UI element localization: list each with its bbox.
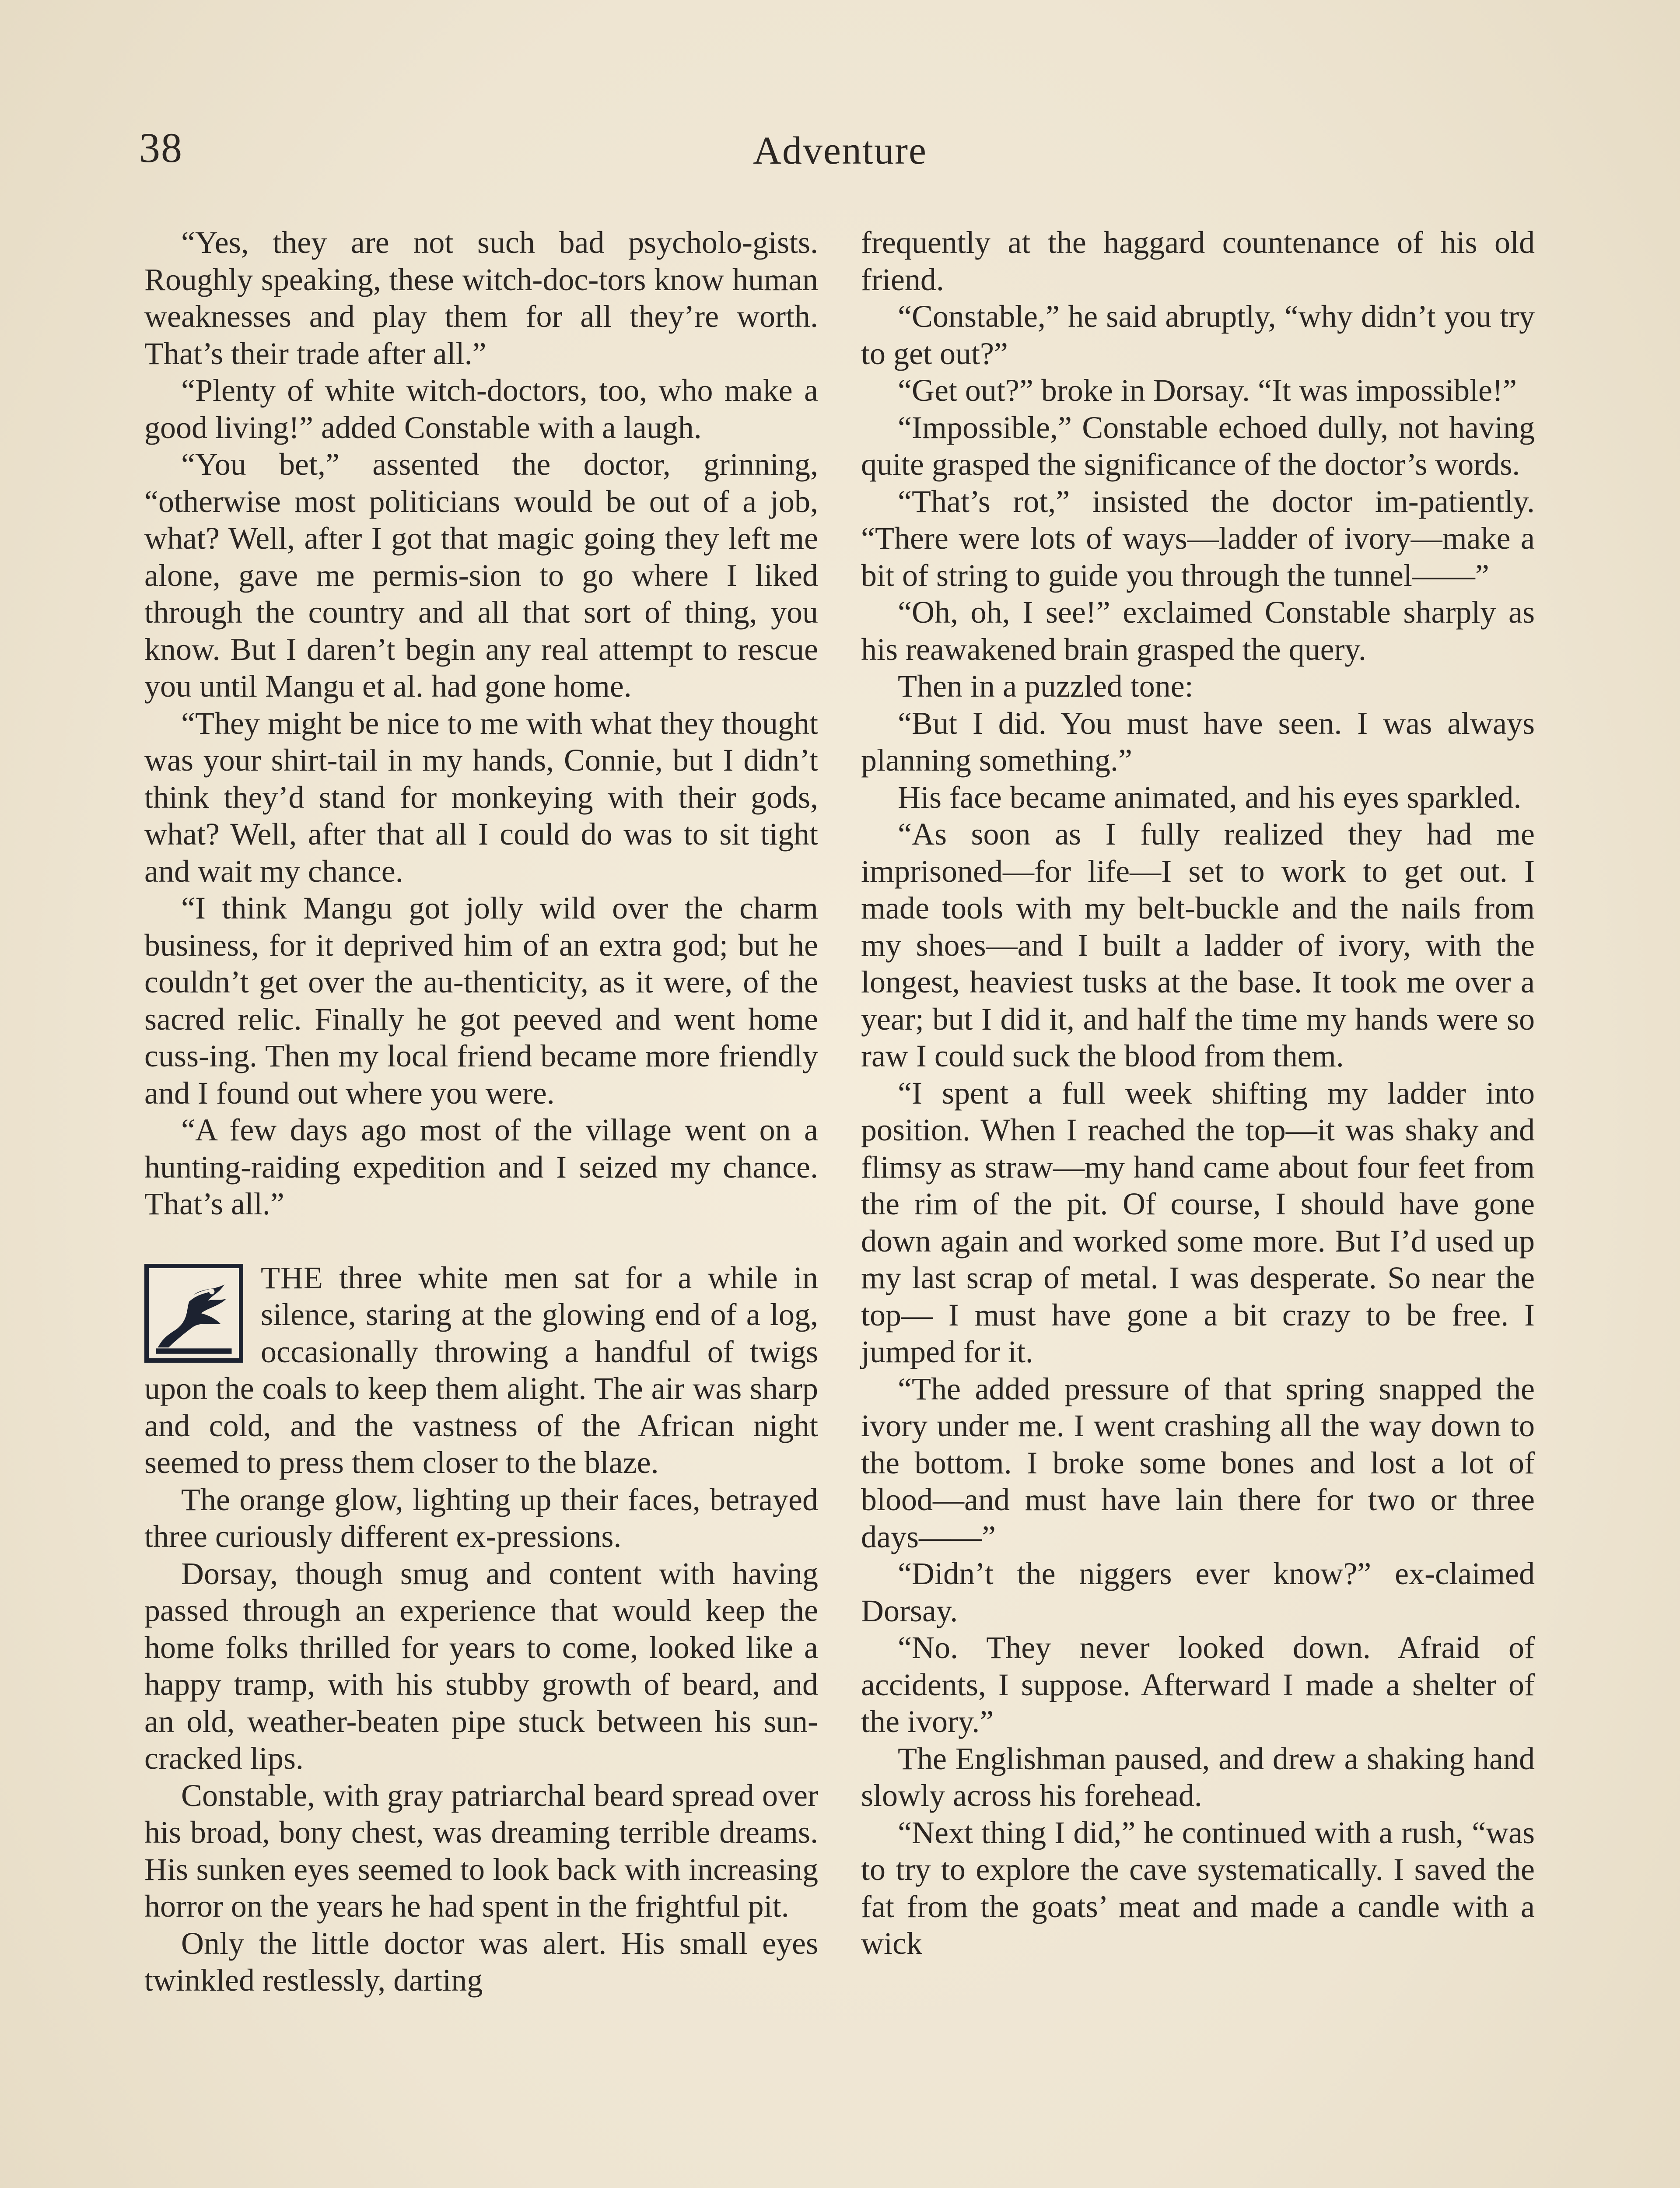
section-break <box>144 1223 818 1259</box>
paragraph: The Englishman paused, and drew a shaking hand slowly across his forehead. <box>861 1741 1535 1813</box>
paragraph: His face became animated, and his eyes sparkled. <box>898 779 1522 815</box>
bird-vignette-icon <box>144 1264 243 1363</box>
paragraph: “Yes, they are not such bad psycholo-gists. Roughly speaking, these witch-doc-tors know human weaknesses and play them for all they’re worth. That’s their trade after all.” <box>144 225 818 371</box>
paragraph: Then in a puzzled tone: <box>898 669 1194 704</box>
right-column <box>861 224 1535 1962</box>
paragraph: Dorsay, though smug and content with having passed through an experience that would keep the home folks thrilled for years to come, looked like a happy tramp, with his stubby growth of beard, and an old, weather-beaten pipe stuck between his sun-cracked lips. <box>144 1556 818 1776</box>
paragraph: The orange glow, lighting up their faces, betrayed three curiously different ex-pressions. <box>144 1482 818 1554</box>
paragraph: “You bet,” assented the doctor, grinning, “otherwise most politicians would be out of a job, what? Well, after I got that magic going they left me alone, gave me permis-sion to go where I liked through the country and all that sort of thing, you know. But I daren’t begin any real attempt to rescue you until Mangu et al. had gone home. <box>144 447 818 704</box>
paragraph: “A few days ago most of the village went on a hunting-raiding expedition and I seized my chance. That’s all.” <box>144 1112 818 1221</box>
running-head: Adventure <box>753 129 927 172</box>
paragraph: Only the little doctor was alert. His small eyes twinkled restlessly, darting <box>144 1925 818 1998</box>
paragraph: “They might be nice to me with what they thought was your shirt-tail in my hands, Connie, but I didn’t think they’d stand for monkeying with their gods, what? Well, after that all I could do was to sit tight and wait my chance. <box>144 705 818 889</box>
paragraph-text: three white men sat for a while in silence, staring at the glowing end of a log, occasionally throwing a handful of twigs upon the coals to keep them alight. The air was sharp and cold, and the vastness of the African night seemed to press them closer to the blaze. <box>144 1260 818 1480</box>
left-column <box>144 224 818 1999</box>
paragraph: “I spent a full week shifting my ladder into position. When I reached the top—it was shaky and flimsy as straw—my hand came about four feet from the rim of the pit. Of course, I should have gone down again and worked some more. But I’d used up my last scrap of metal. I was desperate. So near the top— I must have gone a bit crazy to be free. I jumped for it. <box>861 1075 1535 1369</box>
paragraph: frequently at the haggard countenance of his old friend. <box>861 225 1535 297</box>
paragraph: “Impossible,” Constable echoed dully, not having quite grasped the significance of the doctor’s words. <box>861 410 1535 482</box>
paragraph: “But I did. You must have seen. I was always planning something.” <box>861 705 1535 778</box>
paragraph: “Next thing I did,” he continued with a rush, “was to try to explore the cave systematically. I saved the fat from the goats’ meat and made a candle with a wick <box>861 1815 1535 1961</box>
section-lead-word: THE <box>261 1260 323 1295</box>
page-number: 38 <box>139 124 183 171</box>
paragraph: “That’s rot,” insisted the doctor im-patiently. “There were lots of ways—ladder of ivory—make a bit of string to guide you through the tunnel——” <box>861 484 1535 593</box>
paragraph: “I think Mangu got jolly wild over the charm business, for it deprived him of an extra god; but he couldn’t get over the au-thenticity, as it were, of the sacred relic. Finally he got peeved and went home cuss-ing. Then my local friend became more friendly and I found out where you were. <box>144 891 818 1111</box>
paragraph: “Didn’t the niggers ever know?” ex-claimed Dorsay. <box>861 1556 1535 1628</box>
paragraph: “The added pressure of that spring snapped the ivory under me. I went crashing all the way down to the bottom. I broke some bones and lost a lot of blood—and must have lain there for two or three days——” <box>861 1371 1535 1554</box>
paragraph: “As soon as I fully realized they had me imprisoned—for life—I set to work to get out. I made tools with my belt-buckle and the nails from my shoes—and I built a ladder of ivory, with the longest, heaviest tusks at the base. It took me over a year; but I did it, and half the time my hands were so raw I could suck the blood from them. <box>861 817 1535 1073</box>
section-opening-paragraph <box>144 1259 818 1481</box>
paragraph: “Oh, oh, I see!” exclaimed Constable sharply as his reawakened brain grasped the query. <box>861 595 1535 667</box>
paragraph: “Get out?” broke in Dorsay. “It was impossible!” <box>898 373 1517 408</box>
paragraph: “Plenty of white witch-doctors, too, who make a good living!” added Constable with a laugh. <box>144 373 818 445</box>
paragraph: “Constable,” he said abruptly, “why didn’t you try to get out?” <box>861 299 1535 371</box>
paragraph: “No. They never looked down. Afraid of accidents, I suppose. Afterward I made a shelter of the ivory.” <box>861 1630 1535 1739</box>
paragraph: Constable, with gray patriarchal beard spread over his broad, bony chest, was dreaming terrible dreams. His sunken eyes seemed to look back with increasing horror on the years he had spent in the frightful pit. <box>144 1778 818 1924</box>
